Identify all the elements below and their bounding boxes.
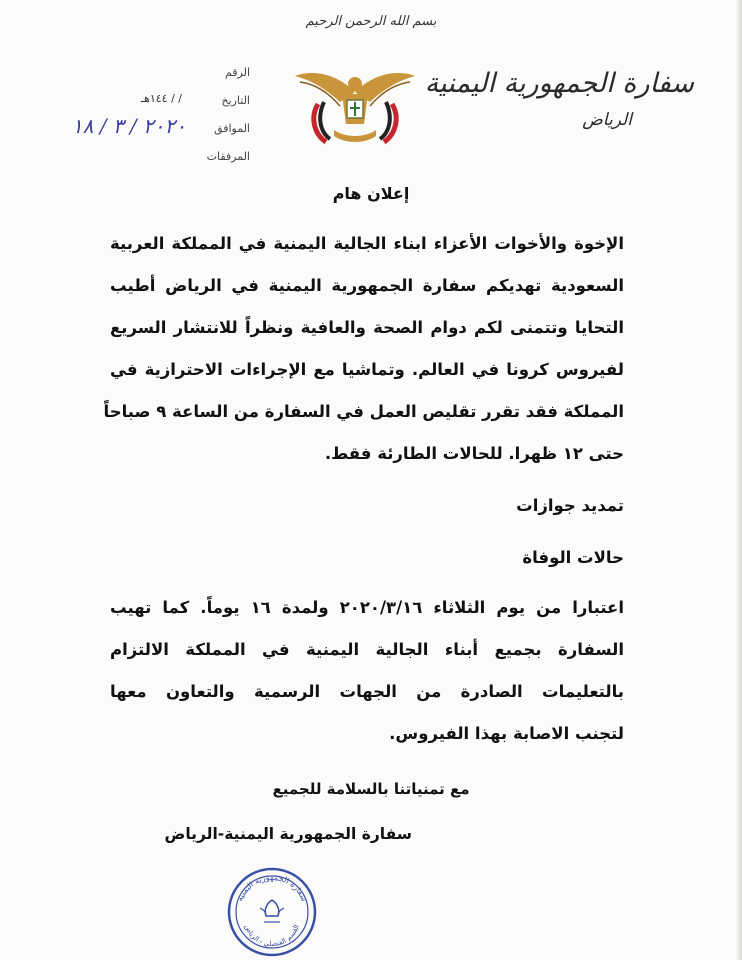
- notice-item-deaths: حالات الوفاة: [522, 548, 624, 567]
- number-label: الرقم: [224, 66, 250, 79]
- svg-text:سفارة الجمهورية اليمنية: سفارة الجمهورية اليمنية: [235, 872, 309, 903]
- embassy-letterhead-name: سفارة الجمهورية اليمنية: [424, 68, 694, 99]
- notice-line: حتى ١٢ ظهرا. للحالات الطارئة فقط.: [324, 444, 624, 463]
- date-value: / / ١٤٤هـ: [140, 92, 182, 105]
- corresponding-label: الموافق: [214, 122, 250, 135]
- notice-line: اعتبارا من يوم الثلاثاء ٢٠٢٠/٣/١٦ ولمدة ١٦ يوماً. كما تهيب: [110, 598, 624, 617]
- closing-line: مع تمنياتنا بالسلامة للجميع: [272, 780, 470, 798]
- notice-line: لتجنب الاصابة بهذا الفيروس.: [389, 724, 624, 743]
- notice-line: لفيروس كرونا في العالم. وتماشيا مع الإجراءات الاحترازية في: [110, 360, 624, 379]
- notice-line: السعودية تهديكم سفارة الجمهورية اليمنية في الرياض أطيب: [110, 276, 624, 295]
- embassy-letterhead-city: الرياض: [582, 110, 632, 130]
- notice-item-passports: تمديد جوازات: [516, 496, 624, 515]
- official-stamp-icon: [226, 866, 318, 958]
- date-label: التاريخ: [221, 94, 250, 107]
- yemen-eagle-emblem-icon: [290, 62, 420, 152]
- svg-text:القسم القنصلي - الرياض: القسم القنصلي - الرياض: [242, 923, 301, 949]
- meta-corresponding-row: [30, 114, 250, 150]
- meta-number-row: [30, 66, 250, 94]
- notice-line: الإخوة والأخوات الأعزاء ابناء الجالية اليمنية في المملكة العربية: [110, 234, 624, 253]
- page-edge: [736, 0, 742, 960]
- signature-line: سفارة الجمهورية اليمنية-الرياض: [164, 825, 412, 843]
- notice-line: المملكة فقد تقرر تقليص العمل في السفارة من الساعة ٩ صباحاً: [103, 402, 624, 421]
- notice-line: السفارة بجميع أبناء الجالية اليمنية في المملكة الالتزام: [110, 640, 624, 659]
- meta-attachments-row: [30, 150, 250, 178]
- notice-title: إعلان هام: [332, 184, 410, 203]
- corresponding-date-handwritten: ٢٠٢٠ / ٣ / ١٨: [71, 114, 186, 138]
- notice-line: التحايا وتتمنى لكم دوام الصحة والعافية ونظراً للانتشار السريع: [110, 318, 624, 337]
- attachments-label: المرفقات: [206, 150, 250, 163]
- letter-meta-block: [30, 66, 250, 178]
- notice-line: بالتعليمات الصادرة من الجهات الرسمية والتعاون معها: [110, 682, 624, 701]
- basmala: بسم الله الرحمن الرحيم: [305, 14, 437, 29]
